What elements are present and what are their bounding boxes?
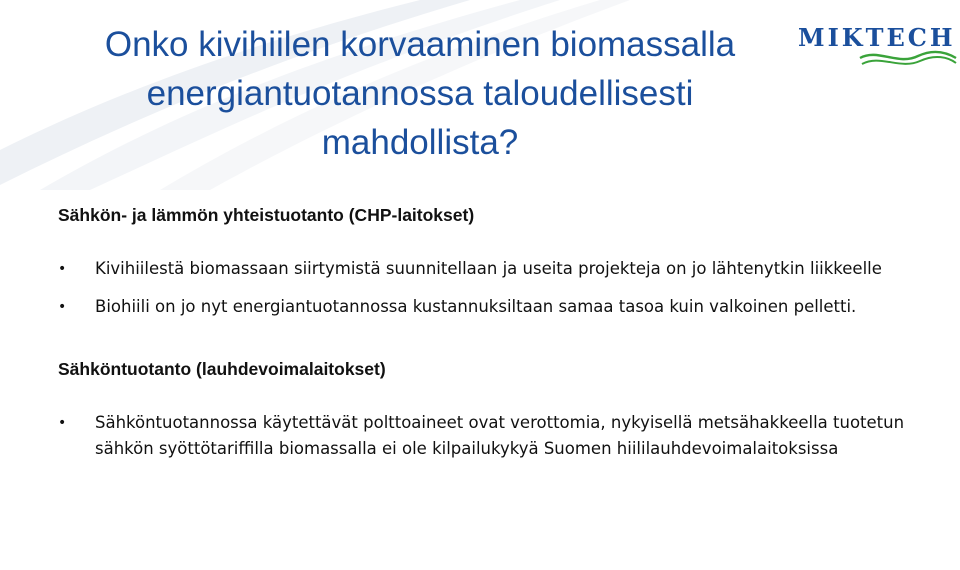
title-line-1: Onko kivihiilen korvaaminen biomassalla [104,25,736,64]
title-line-2: energiantuotannossa taloudellisesti [146,74,694,113]
logo-text: MIKTECH [798,23,956,52]
slide-content [58,202,938,462]
bullet-text: Sähköntuotannossa käytettävät polttoaineet ovat verottomia, nykyisellä metsähakkeella tuotetun sähkön syöttötariffilla biomassalla ei ole kilpailukykyä Suomen hiililauhdevoimalaitoksissa [95,413,905,458]
miktech-logo [798,22,954,68]
list-item [58,294,938,320]
bullet-text: Biohiili on jo nyt energiantuotannossa kustannuksiltaan samaa tasoa kuin valkoinen pelletti. [95,297,857,316]
wave-icon [858,46,958,68]
bullet-list-condensing [58,410,938,462]
bullet-icon: • [58,415,67,431]
bullet-icon: • [58,299,67,315]
bullet-icon: • [58,261,67,277]
bullet-text: Kivihiilestä biomassaan siirtymistä suunnitellaan ja useita projekteja on jo lähtenytkin liikkeelle [95,259,882,278]
title-line-3: mahdollista? [321,123,519,162]
section-heading-condensing: Sähköntuotanto (lauhdevoimalaitokset) [58,359,386,379]
list-item [58,256,938,282]
bullet-list-chp [58,256,938,320]
page-title [0,20,840,167]
section-heading-chp: Sähkön- ja lämmön yhteistuotanto (CHP-laitokset) [58,205,475,225]
list-item [58,410,938,462]
